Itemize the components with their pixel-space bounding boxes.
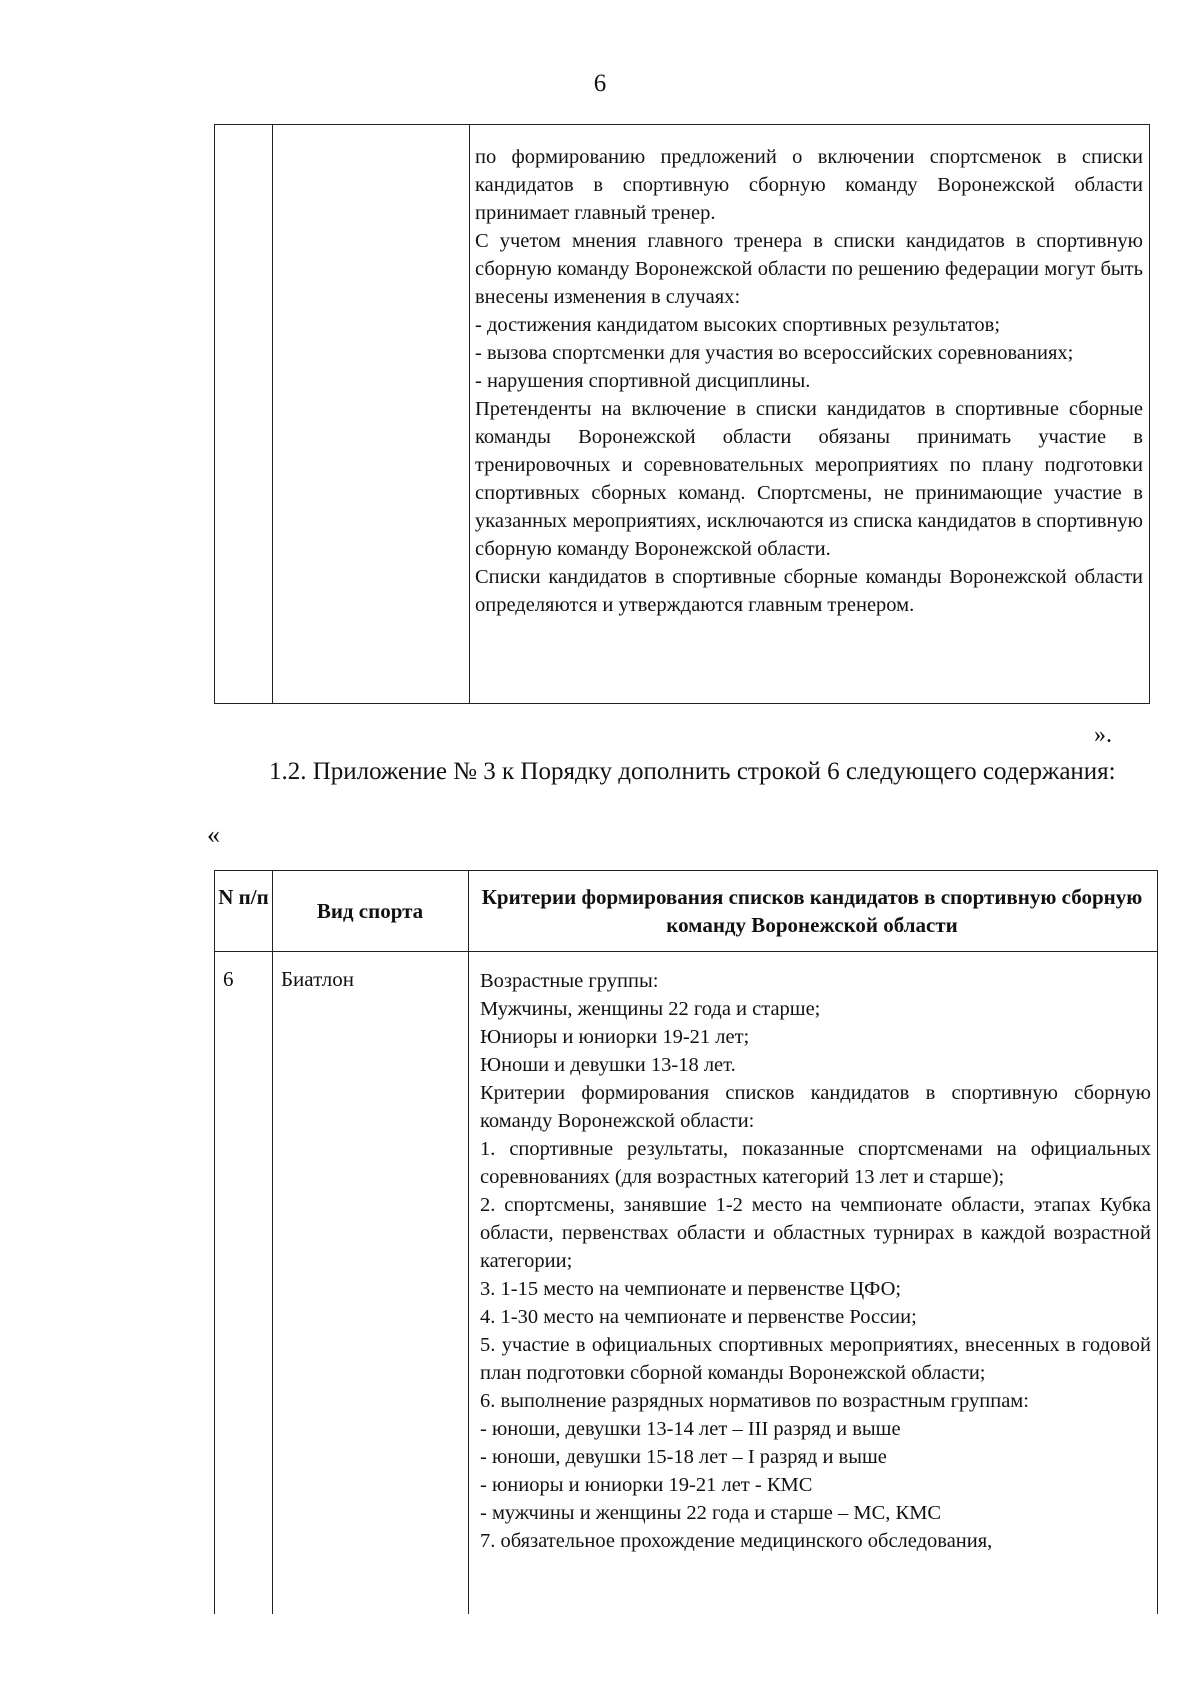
paragraph-1-2 (207, 756, 1150, 788)
criteria-line: Юниоры и юниорки 19-21 лет; (480, 1026, 750, 1048)
row-sport: Биатлон (281, 967, 354, 991)
header-criteria: Критерии формирования списков кандидатов в спортивную сборную команду Воронежской области (481, 885, 1143, 937)
criteria-line: - мужчины и женщины 22 года и старше – МС, КМС (480, 1502, 942, 1524)
table-divider (469, 125, 470, 703)
criteria-line: 6. выполнение разрядных нормативов по возрастным группам: (480, 1390, 1029, 1412)
table-divider (468, 871, 469, 1614)
criteria-paragraph: С учетом мнения главного тренера в списки кандидатов в спортивную сборную команду Воронежской области по решению федерации могут быть внесены изменения в случаях: (475, 230, 1143, 308)
biathlon-criteria-table (214, 870, 1158, 1614)
table-divider (272, 871, 273, 1614)
criteria-line: Критерии формирования списков кандидатов в спортивную сборную команду Воронежской области: (480, 1082, 1151, 1132)
criteria-paragraph: по формированию предложений о включении спортсменок в списки кандидатов в спортивную сборную команду Воронежской области принимает главный тренер. (475, 146, 1143, 224)
criteria-line: 3. 1-15 место на чемпионате и первенстве ЦФО; (480, 1278, 902, 1300)
criteria-line: - юниоры и юниорки 19-21 лет - КМС (480, 1474, 813, 1496)
criteria-paragraph: - достижения кандидатом высоких спортивных результатов; (475, 314, 1001, 336)
header-number: N п/п (218, 885, 269, 909)
criteria-line: 4. 1-30 место на чемпионате и первенстве России; (480, 1306, 917, 1328)
criteria-paragraph: - вызова спортсменки для участия во всероссийских соревнованиях; (475, 342, 1074, 364)
criteria-line: 5. участие в официальных спортивных мероприятиях, внесенных в годовой план подготовки сборной команды Воронежской области; (480, 1334, 1151, 1384)
criteria-line: - юноши, девушки 15-18 лет – I разряд и выше (480, 1446, 887, 1468)
criteria-cell (475, 143, 1143, 619)
criteria-line: 2. спортсмены, занявшие 1-2 место на чемпионате области, этапах Кубка области, первенствах области и областных турнирах в каждой возрастной категории; (480, 1194, 1151, 1272)
criteria-line: Возрастные группы: (480, 970, 659, 992)
row-criteria (480, 967, 1151, 1555)
criteria-paragraph: - нарушения спортивной дисциплины. (475, 370, 811, 392)
criteria-line: - юноши, девушки 13-14 лет – III разряд и выше (480, 1418, 901, 1440)
paragraph-text: 1.2. Приложение № 3 к Порядку дополнить строкой 6 следующего содержания: (269, 758, 1116, 785)
closing-quote: ». (1094, 722, 1112, 748)
criteria-paragraph: Списки кандидатов в спортивные сборные команды Воронежской области определяются и утверждаются главным тренером. (475, 566, 1143, 616)
header-divider (215, 951, 1157, 952)
criteria-line: 7. обязательное прохождение медицинского обследования, (480, 1530, 993, 1552)
criteria-line: Юноши и девушки 13-18 лет. (480, 1054, 736, 1076)
table-divider (272, 125, 273, 703)
criteria-paragraph: Претенденты на включение в списки кандидатов в спортивные сборные команды Воронежской области обязаны принимать участие в тренировочных и соревновательных мероприятиях по плану подготовки спортивных сборных команд. Спортсмены, не принимающие участие в указанных мероприятиях, исключаются из списка кандидатов в спортивную сборную команду Воронежской области. (475, 398, 1143, 560)
criteria-table-continuation (214, 124, 1150, 704)
header-sport: Вид спорта (316, 899, 424, 923)
criteria-line: Мужчины, женщины 22 года и старше; (480, 998, 821, 1020)
opening-quote: « (207, 820, 220, 849)
page-number: 6 (593, 70, 607, 97)
criteria-line: 1. спортивные результаты, показанные спортсменами на официальных соревнованиях (для возрастных категорий 13 лет и старше); (480, 1138, 1151, 1188)
row-number: 6 (223, 967, 234, 991)
